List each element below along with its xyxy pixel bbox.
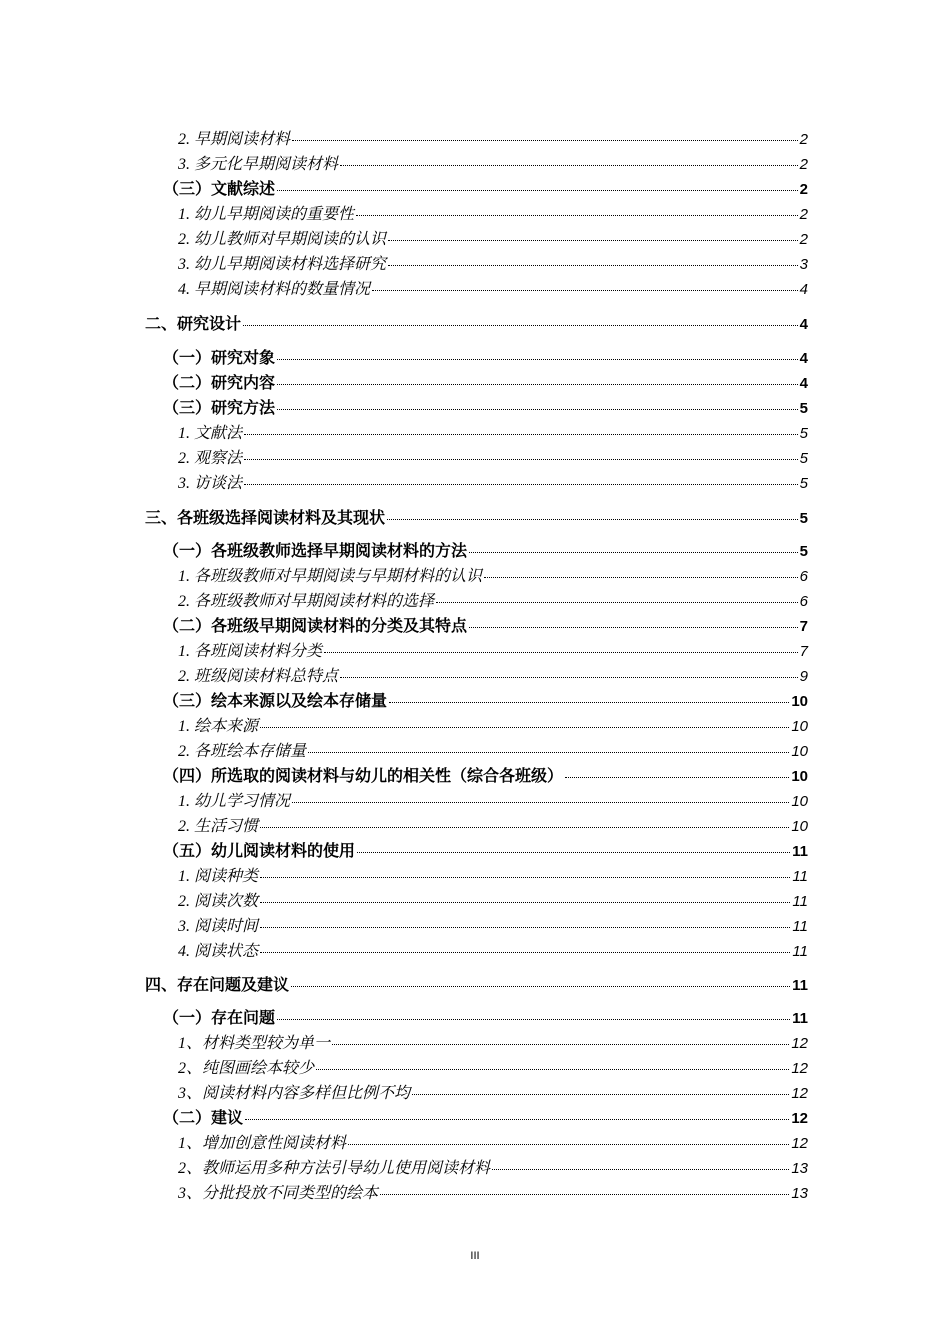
dot-leader (260, 827, 789, 828)
toc-entry-page: 5 (799, 400, 808, 417)
toc-entry-page: 2 (799, 206, 808, 223)
dot-leader (372, 290, 798, 291)
dot-leader (244, 459, 798, 460)
toc-entry[interactable] (178, 1030, 808, 1054)
toc-entry[interactable] (178, 788, 808, 812)
dot-leader (260, 952, 790, 953)
toc-entry[interactable] (178, 151, 808, 175)
dot-leader (340, 677, 798, 678)
toc-entry[interactable] (178, 1080, 808, 1104)
toc-entry[interactable] (178, 888, 808, 912)
dot-leader (340, 165, 798, 166)
dot-leader (308, 752, 789, 753)
toc-entry-page: 12 (791, 1060, 808, 1077)
toc-entry-label: 3、分批投放不同类型的绘本 (178, 1185, 379, 1202)
toc-entry-label: 2、教师运用多种方法引导幼儿使用阅读材料 (178, 1160, 491, 1177)
toc-entry-page: 2 (799, 181, 808, 198)
toc-entry[interactable] (178, 938, 808, 962)
toc-entry[interactable] (163, 613, 808, 637)
dot-leader (388, 265, 798, 266)
dot-leader (348, 1144, 789, 1145)
toc-entry-page: 11 (792, 943, 808, 960)
toc-entry[interactable] (163, 176, 808, 200)
toc-entry-page: 11 (792, 1010, 808, 1027)
dot-leader (277, 409, 798, 410)
toc-entry-page: 12 (791, 1035, 808, 1052)
dot-leader (357, 852, 790, 853)
toc-entry-page: 5 (799, 510, 808, 527)
toc-entry-page: 7 (799, 643, 808, 660)
dot-leader (492, 1169, 789, 1170)
toc-entry[interactable] (163, 763, 808, 787)
toc-entry-page: 12 (791, 1085, 808, 1102)
toc-entry-page: 10 (791, 768, 808, 785)
toc-entry[interactable] (163, 370, 808, 394)
toc-entry-page: 13 (791, 1160, 808, 1177)
toc-entry[interactable] (163, 345, 808, 369)
dot-leader (260, 727, 789, 728)
dot-leader (277, 190, 798, 191)
dot-leader (260, 902, 790, 903)
dot-leader (277, 359, 798, 360)
dot-leader (380, 1194, 789, 1195)
toc-entry-label: 2. 各班级教师对早期阅读材料的选择 (178, 593, 435, 610)
toc-entry-label: 1、材料类型较为单一 (178, 1035, 331, 1052)
toc-entry-page: 3 (799, 256, 808, 273)
toc-entry-label: 1. 绘本来源 (178, 718, 259, 735)
toc-entry-page: 2 (799, 156, 808, 173)
dot-leader (332, 1044, 789, 1045)
toc-entry[interactable] (163, 688, 808, 712)
toc-entry-label: 二、研究设计 (145, 316, 242, 333)
toc-entry-label: 1. 文献法 (178, 425, 243, 442)
toc-entry[interactable] (178, 588, 808, 612)
toc-entry-page: 11 (792, 868, 808, 885)
toc-entry-label: 四、存在问题及建议 (145, 977, 290, 994)
toc-entry-label: （三）研究方法 (163, 400, 276, 417)
toc-entry[interactable] (163, 1105, 808, 1129)
toc-entry-label: （一）研究对象 (163, 350, 276, 367)
toc-entry-label: 1. 幼儿早期阅读的重要性 (178, 206, 355, 223)
toc-entry-label: 1. 阅读种类 (178, 868, 259, 885)
toc-entry-page: 4 (799, 316, 808, 333)
toc-entry[interactable] (178, 1180, 808, 1204)
toc-entry-label: （二）建议 (163, 1110, 244, 1127)
toc-entry-label: 2. 幼儿教师对早期阅读的认识 (178, 231, 387, 248)
toc-entry[interactable] (178, 201, 808, 225)
toc-entry-label: （一）各班级教师选择早期阅读材料的方法 (163, 543, 468, 560)
dot-leader (243, 325, 798, 326)
toc-entry-label: 4. 阅读状态 (178, 943, 259, 960)
toc-entry-label: 2、纯图画绘本较少 (178, 1060, 315, 1077)
dot-leader (387, 519, 798, 520)
dot-leader (260, 877, 790, 878)
toc-entry-label: （四）所选取的阅读材料与幼儿的相关性（综合各班级） (163, 768, 564, 785)
toc-entry-page: 13 (791, 1185, 808, 1202)
toc-entry-label: （三）绘本来源以及绘本存储量 (163, 693, 388, 710)
dot-leader (469, 552, 798, 553)
toc-entry-page: 5 (799, 543, 808, 560)
dot-leader (389, 702, 789, 703)
toc-entry-label: 三、各班级选择阅读材料及其现状 (145, 510, 386, 527)
dot-leader (324, 652, 798, 653)
toc-entry[interactable] (178, 713, 808, 737)
toc-entry-page: 5 (799, 450, 808, 467)
toc-entry-label: 2. 阅读次数 (178, 893, 259, 910)
toc-entry-page: 6 (799, 568, 808, 585)
toc-entry[interactable] (163, 395, 808, 419)
toc-entry[interactable] (163, 538, 808, 562)
dot-leader (277, 384, 798, 385)
toc-entry-label: （二）各班级早期阅读材料的分类及其特点 (163, 618, 468, 635)
toc-entry-label: 2. 班级阅读材料总特点 (178, 668, 339, 685)
toc-entry-label: （一）存在问题 (163, 1010, 276, 1027)
dot-leader (245, 1119, 789, 1120)
toc-entry-page: 11 (792, 918, 808, 935)
toc-entry-label: （三）文献综述 (163, 181, 276, 198)
dot-leader (244, 434, 798, 435)
toc-entry[interactable] (178, 638, 808, 662)
toc-entry-page: 10 (791, 818, 808, 835)
toc-entry[interactable] (178, 445, 808, 469)
toc-entry-label: 2. 观察法 (178, 450, 243, 467)
toc-entry-label: （五）幼儿阅读材料的使用 (163, 843, 356, 860)
toc-entry-page: 2 (799, 131, 808, 148)
toc-entry-label: 2. 生活习惯 (178, 818, 259, 835)
page-number: III (470, 1250, 480, 1262)
toc-entry[interactable] (163, 1005, 808, 1029)
toc-entry-label: 3、阅读材料内容多样但比例不均 (178, 1085, 411, 1102)
toc-entry-page: 11 (792, 843, 808, 860)
dot-leader (292, 802, 789, 803)
toc-entry-page: 11 (792, 893, 808, 910)
toc-entry[interactable] (178, 1155, 808, 1179)
toc-entry-label: 2. 早期阅读材料 (178, 131, 291, 148)
dot-leader (484, 577, 798, 578)
dot-leader (316, 1069, 789, 1070)
toc-entry[interactable] (145, 311, 808, 335)
toc-entry-page: 12 (791, 1110, 808, 1127)
toc-entry[interactable] (178, 251, 808, 275)
toc-entry-page: 4 (799, 350, 808, 367)
toc-entry[interactable] (163, 838, 808, 862)
dot-leader (436, 602, 798, 603)
toc-entry[interactable] (178, 1055, 808, 1079)
dot-leader (565, 777, 789, 778)
toc-entry[interactable] (178, 420, 808, 444)
toc-entry-page: 4 (799, 281, 808, 298)
toc-entry-page: 10 (791, 693, 808, 710)
dot-leader (260, 927, 790, 928)
toc-entry[interactable] (178, 813, 808, 837)
dot-leader (277, 1019, 790, 1020)
toc-entry[interactable] (178, 863, 808, 887)
toc-entry-label: 3. 访谈法 (178, 475, 243, 492)
dot-leader (412, 1094, 789, 1095)
toc-entry-page: 11 (792, 977, 808, 994)
toc-entry-label: 1. 幼儿学习情况 (178, 793, 291, 810)
toc-entry-label: 1. 各班阅读材料分类 (178, 643, 323, 660)
toc-entry-page: 9 (799, 668, 808, 685)
toc-entry-label: 3. 阅读时间 (178, 918, 259, 935)
toc-entry[interactable] (178, 126, 808, 150)
toc-entry-page: 7 (799, 618, 808, 635)
toc-entry-label: 4. 早期阅读材料的数量情况 (178, 281, 371, 298)
toc-entry-page: 10 (791, 718, 808, 735)
toc-entry-page: 2 (799, 231, 808, 248)
toc-entry-label: 3. 幼儿早期阅读材料选择研究 (178, 256, 387, 273)
dot-leader (292, 140, 798, 141)
toc-entry[interactable] (178, 663, 808, 687)
toc-entry-page: 12 (791, 1135, 808, 1152)
toc-entry-page: 6 (799, 593, 808, 610)
toc-entry-label: 2. 各班绘本存储量 (178, 743, 307, 760)
toc-entry[interactable] (178, 738, 808, 762)
toc-entry-label: 1. 各班级教师对早期阅读与早期材料的认识 (178, 568, 483, 585)
toc-entry-page: 4 (799, 375, 808, 392)
dot-leader (356, 215, 798, 216)
toc-entry[interactable] (178, 563, 808, 587)
toc-entry[interactable] (178, 470, 808, 494)
toc-entry[interactable] (178, 913, 808, 937)
toc-entry[interactable] (145, 972, 808, 996)
dot-leader (291, 986, 790, 987)
toc-entry-label: （二）研究内容 (163, 375, 276, 392)
toc-entry[interactable] (178, 1130, 808, 1154)
toc-entry-page: 5 (799, 425, 808, 442)
toc-entry-page: 10 (791, 793, 808, 810)
dot-leader (244, 484, 798, 485)
toc-entry-page: 10 (791, 743, 808, 760)
toc-entry-page: 5 (799, 475, 808, 492)
dot-leader (388, 240, 798, 241)
toc-entry[interactable] (145, 505, 808, 529)
dot-leader (469, 627, 798, 628)
toc-entry[interactable] (178, 226, 808, 250)
toc-entry-label: 3. 多元化早期阅读材料 (178, 156, 339, 173)
toc-entry[interactable] (178, 276, 808, 300)
toc-entry-label: 1、增加创意性阅读材料 (178, 1135, 347, 1152)
